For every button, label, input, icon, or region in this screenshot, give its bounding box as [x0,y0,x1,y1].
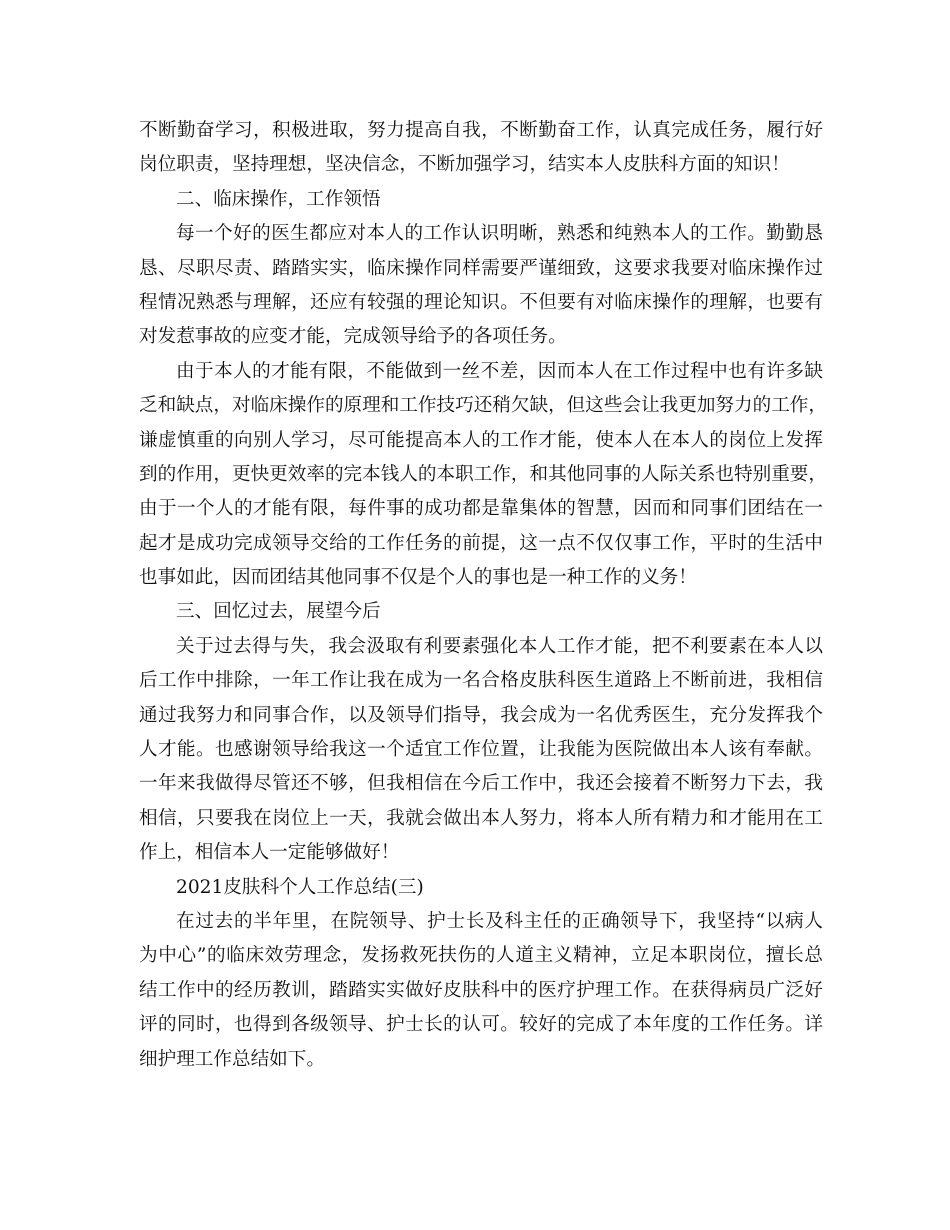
text-line: 结工作中的经历教训，踏踏实实做好皮肤科中的医疗护理工作。在获得病员广泛好 [139,979,823,1001]
text-line: 在过去的半年里，在院领导、护士长及科主任的正确领导下，我坚持“以病人 [176,910,823,932]
text-line: 后工作中排除，一年工作让我在成为一名合格皮肤科医生道路上不断前进，我相信 [139,670,823,692]
text-line: 乏和缺点，对临床操作的原理和工作技巧还稍欠缺，但这些会让我更加努力的工作， [139,395,827,417]
text-line: 由于本人的才能有限，不能做到一丝不差，因而本人在工作过程中也有许多缺 [176,360,823,382]
text-line: 细护理工作总结如下。 [139,1048,325,1070]
text-line: 相信，只要我在岗位上一天，我就会做出本人努力，将本人所有精力和才能用在工 [139,807,823,829]
document-body [139,114,827,1077]
text-line: 起才是成功完成领导交给的工作任务的前提，这一点不仅仅事工作，平时的生活中 [139,532,823,554]
text-line: 谦虚慎重的向别人学习，尽可能提高本人的工作才能，使本人在本人的岗位上发挥 [139,429,823,451]
text-line: 岗位职责，坚持理想，坚决信念，不断加强学习，结实本人皮肤科方面的知识！ [139,154,790,176]
text-line: 到的作用，更快更效率的完本钱人的本职工作，和其他同事的人际关系也特别重要， [139,463,827,485]
text-line: 人才能。也感谢领导给我这一个适宜工作位置，让我能为医院做出本人该有奉献。 [139,739,823,761]
text-line: 为中心”的临床效劳理念，发扬救死扶伤的人道主义精神，立足本职岗位，擅长总 [139,945,823,967]
text-line: 评的同时，也得到各级领导、护士长的认可。较好的完成了本年度的工作任务。详 [139,1014,823,1036]
text-line: 程情况熟悉与理解，还应有较强的理论知识。不但要有对临床操作的理解，也要有 [139,291,823,313]
text-line: 对发惹事故的应变才能，完成领导给予的各项任务。 [139,326,567,348]
text-line: 一年来我做得尽管还不够，但我相信在今后工作中，我还会接着不断努力下去，我 [139,773,823,795]
section-heading: 2021皮肤科个人工作总结(三) [176,876,424,898]
text-line: 关于过去得与失，我会汲取有利要素强化本人工作才能，把不利要素在本人以 [176,635,823,657]
text-line: 恳、尽职尽责、踏踏实实，临床操作同样需要严谨细致，这要求我要对临床操作过 [139,257,823,279]
section-heading: 三、回忆过去，展望今后 [176,601,381,623]
text-line: 也事如此，因而团结其他同事不仅是个人的事也是一种工作的义务！ [139,567,697,589]
text-line: 每一个好的医生都应对本人的工作认识明晰，熟悉和纯熟本人的工作。勤勤恳 [176,223,823,245]
text-line: 由于一个人的才能有限，每件事的成功都是靠集体的智慧，因而和同事们团结在一 [139,498,823,520]
text-line: 作上，相信本人一定能够做好！ [139,842,400,864]
text-line: 不断勤奋学习，积极进取，努力提高自我，不断勤奋工作，认真完成任务，履行好 [139,120,823,141]
text-line: 通过我努力和同事合作，以及领导们指导，我会成为一名优秀医生，充分发挥我个 [139,704,823,726]
section-heading: 二、临床操作，工作领悟 [176,188,381,210]
